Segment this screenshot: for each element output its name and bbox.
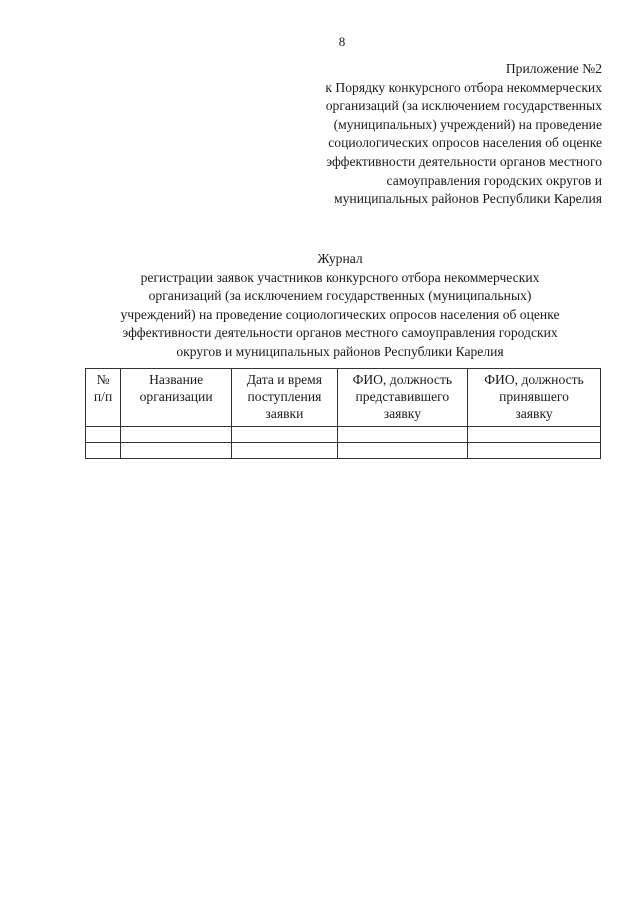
journal-title-line: регистрации заявок участников конкурсного отбора некоммерческих xyxy=(140,269,540,285)
header-text: принявшего xyxy=(499,389,569,404)
appendix-line: организаций (за исключением государственных xyxy=(325,98,602,114)
header-text: п/п xyxy=(93,389,113,404)
header-text: заявки xyxy=(265,406,304,421)
table-cell xyxy=(86,427,121,443)
journal-title-line: Журнал xyxy=(317,251,363,266)
journal-title-line: учреждений) на проведение социологических опросов населения об оценке xyxy=(120,306,560,322)
table-cell xyxy=(232,427,338,443)
table-cell xyxy=(121,443,232,459)
table-cell xyxy=(337,443,467,459)
appendix-heading xyxy=(262,60,602,209)
header-text: Дата и время xyxy=(246,372,323,387)
header-text: организации xyxy=(139,389,213,404)
page-number: 8 xyxy=(338,34,346,49)
table-cell xyxy=(337,427,467,443)
header-text: ФИО, должность xyxy=(484,372,584,387)
journal-title-line: округов и муниципальных районов Республики Карелия xyxy=(176,343,504,359)
header-text: поступления xyxy=(247,389,322,404)
appendix-line: к Порядку конкурсного отбора некоммерческих xyxy=(325,79,602,95)
table-row xyxy=(86,443,601,459)
header-text: заявку xyxy=(383,406,422,421)
journal-title-line: эффективности деятельности органов местного самоуправления городских xyxy=(122,325,558,341)
header-text: заявку xyxy=(515,406,553,421)
appendix-line: муниципальных районов Республики Карелия xyxy=(334,191,602,207)
table-cell xyxy=(232,443,338,459)
appendix-line: (муниципальных) учреждений) на проведение xyxy=(333,116,602,132)
table-cell xyxy=(86,443,121,459)
header-text: представившего xyxy=(355,389,450,404)
journal-title-line: организаций (за исключением государственных (муниципальных) xyxy=(148,288,532,304)
table-cell xyxy=(468,427,601,443)
table-cell xyxy=(121,427,232,443)
appendix-line: Приложение №2 xyxy=(505,61,602,76)
registration-table xyxy=(85,368,601,459)
appendix-line: социологических опросов населения об оценке xyxy=(328,135,602,151)
header-number xyxy=(86,369,121,427)
header-receiver xyxy=(468,369,601,427)
header-text: Название xyxy=(149,372,204,387)
header-organization xyxy=(121,369,232,427)
header-submitter xyxy=(337,369,467,427)
header-text: ФИО, должность xyxy=(352,372,453,387)
header-date-time xyxy=(232,369,338,427)
table-header-row xyxy=(86,369,601,427)
table-cell xyxy=(468,443,601,459)
header-text: № xyxy=(96,372,110,387)
appendix-line: эффективности деятельности органов местного xyxy=(326,153,602,169)
journal-title xyxy=(60,250,620,362)
table-row xyxy=(86,427,601,443)
appendix-line: самоуправления городских округов и xyxy=(386,172,602,188)
